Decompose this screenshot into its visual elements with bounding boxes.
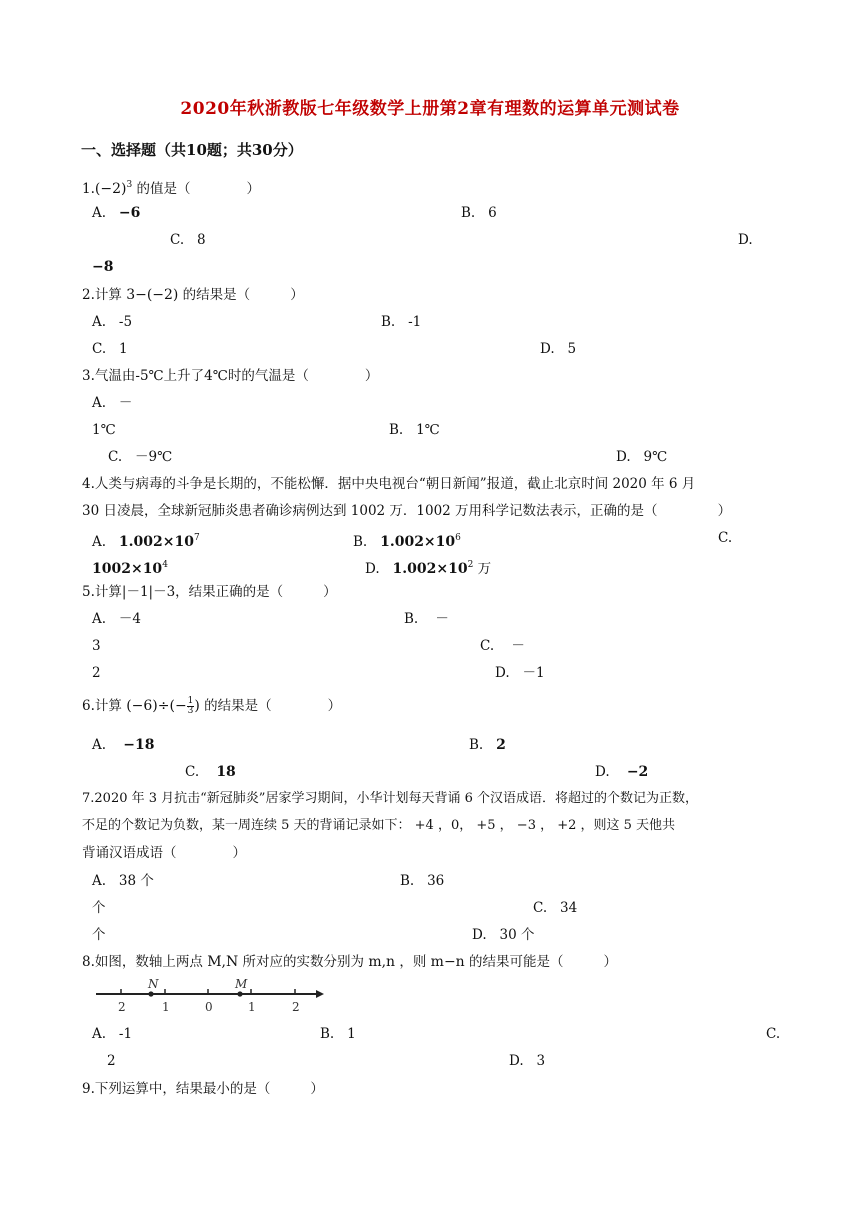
- option-b-value: 个: [92, 900, 106, 916]
- option-a[interactable]: A. $1.002\times 10^7$: [92, 533, 200, 550]
- option-c-value: 2: [107, 1053, 116, 1069]
- option-b[interactable]: B. 1℃: [389, 422, 440, 438]
- option-c[interactable]: C. －: [480, 638, 525, 654]
- option-c[interactable]: C.: [766, 1026, 781, 1042]
- question-4-line2: 30 日凌晨，全球新冠肺炎患者确诊病例达到 1002 万．1002 万用科学记数法表示，正确的是（ ）: [82, 503, 732, 519]
- option-b[interactable]: B. 1: [320, 1026, 356, 1042]
- tick-label: 0: [205, 1000, 213, 1014]
- question-9: 9.下列运算中，结果最小的是（ ）: [82, 1081, 324, 1097]
- option-c[interactable]: C. 34: [533, 900, 578, 916]
- question-3: 3.气温由-5℃上升了4℃时的气温是（ ）: [82, 368, 379, 384]
- exponent: 3: [126, 180, 133, 190]
- option-c[interactable]: C. －9℃: [108, 449, 173, 465]
- option-c[interactable]: C. 18: [185, 764, 236, 780]
- option-a[interactable]: A. -1: [92, 1026, 133, 1042]
- question-4-line1: 4.人类与病毒的斗争是长期的，不能松懈．据中央电视台“朝日新闻”报道，截止北京时间 2020 年 6 月: [82, 476, 696, 492]
- option-b[interactable]: B. -1: [381, 314, 422, 330]
- page-title: 2020年秋浙教版七年级数学上册第2章有理数的运算单元测试卷: [180, 99, 680, 119]
- fraction: $\frac{1}{3}$: [187, 696, 194, 716]
- option-b[interactable]: B. 6: [461, 205, 497, 221]
- point-m-label: M: [235, 978, 248, 991]
- option-d[interactable]: D. －1: [495, 665, 545, 681]
- section-heading: 一、选择题（共10题；共30分）: [81, 141, 303, 159]
- point-n-label: N: [148, 978, 159, 991]
- question-7-line2: 不足的个数记为负数，某一周连续 5 天的背诵记录如下： +4 ，0， +5 ， −3 ， +2 ，则这 5 天他共: [82, 818, 676, 833]
- option-b[interactable]: B. －: [404, 611, 449, 627]
- option-c[interactable]: C. 8: [170, 232, 206, 248]
- tick-label: 1: [248, 1000, 256, 1014]
- tick-label: 2: [118, 1000, 126, 1014]
- math-expression: (−6)÷(−: [126, 698, 187, 714]
- question-1: $1.(-2)^3$ 的值是（ ）: [82, 180, 260, 197]
- question-number: 1.: [82, 181, 95, 197]
- question-5: 5.计算|－1|－3，结果正确的是（ ）: [82, 584, 337, 600]
- option-d[interactable]: D. $1.002\times 10^2$ 万: [365, 560, 492, 577]
- question-7-line1: 7.2020 年 3 月抗击“新冠肺炎”居家学习期间，小华计划每天背诵 6 个汉语成语．将超过的个数记为正数，: [82, 791, 698, 806]
- point-m: [237, 991, 242, 996]
- option-a[interactable]: A. −18: [92, 737, 155, 753]
- question-stem: 的值是（: [132, 181, 191, 197]
- tick-label: 1: [162, 1000, 170, 1014]
- option-c-value: $1002\times 10^4$: [92, 560, 168, 577]
- option-d[interactable]: D. 30 个: [472, 927, 535, 943]
- tick-label: 2: [292, 1000, 300, 1014]
- option-d[interactable]: D.: [738, 232, 753, 248]
- option-a-value: 1℃: [92, 422, 116, 438]
- option-d[interactable]: D. −2: [595, 764, 649, 780]
- question-2: 2.计算 3−(−2) 的结果是（ ）: [82, 287, 304, 303]
- option-b-value: 3: [92, 638, 101, 654]
- option-a[interactable]: A. -5: [92, 314, 133, 330]
- option-c[interactable]: C.: [718, 530, 733, 546]
- point-n: [148, 991, 153, 996]
- question-8: 8.如图，数轴上两点 M,N 所对应的实数分别为 m,n ，则 m−n 的结果可能是（ ）: [82, 954, 617, 970]
- option-a[interactable]: A. 38 个: [92, 873, 154, 889]
- option-c-value: 2: [92, 665, 101, 681]
- option-d-value: −8: [92, 259, 114, 275]
- option-d[interactable]: D. 3: [509, 1053, 546, 1069]
- option-c-value: 个: [92, 927, 106, 943]
- question-7-line3: 背诵汉语成语（ ）: [82, 845, 246, 861]
- option-d[interactable]: D. 9℃: [616, 449, 668, 465]
- number-line-figure: [94, 978, 326, 1018]
- question-6: 6.计算 (−6)÷(− $\frac{1}{3}$ ) 的结果是（ ）: [82, 696, 342, 716]
- option-a[interactable]: A. −6: [92, 205, 141, 221]
- option-c[interactable]: C. 1: [92, 341, 128, 357]
- math-expression: (−2): [94, 181, 127, 197]
- option-b[interactable]: B. 2: [469, 737, 506, 753]
- option-d[interactable]: D. 5: [540, 341, 577, 357]
- option-a[interactable]: A. －: [92, 395, 133, 411]
- option-b[interactable]: B. $1.002\times 10^6$: [353, 533, 461, 550]
- arrow-head-icon: [316, 990, 324, 998]
- option-a[interactable]: A. －4: [92, 611, 142, 627]
- option-b[interactable]: B. 36: [400, 873, 445, 889]
- math-expression: 3−(−2): [126, 287, 179, 303]
